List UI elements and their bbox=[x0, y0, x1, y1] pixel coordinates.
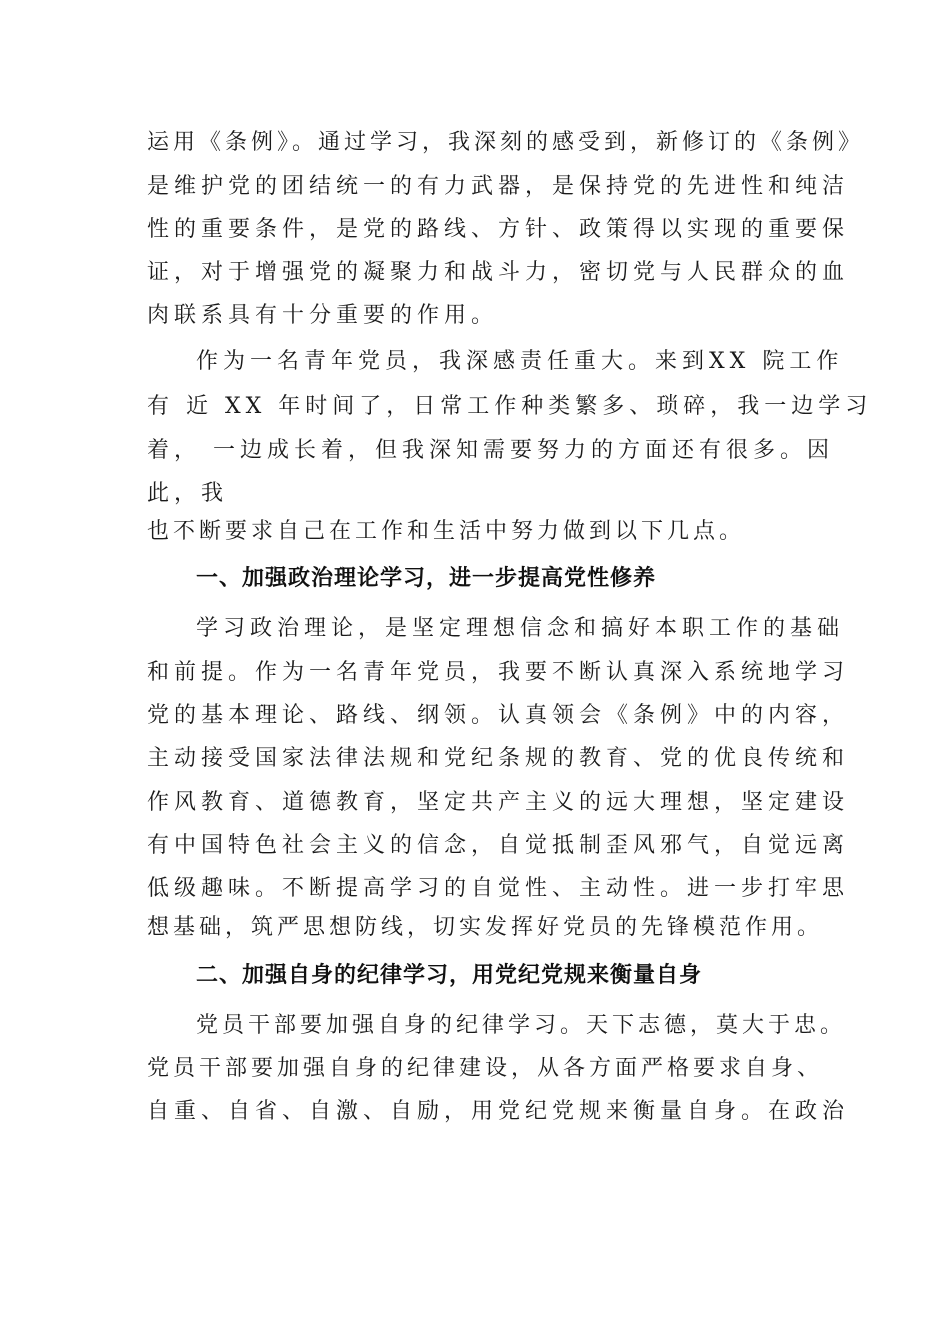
paragraph-1-line-2: 是维护党的团结统一的有力武器，是保持党的先进性和纯洁 bbox=[147, 174, 850, 199]
section-1-line-1: 学习政治理论，是坚定理想信念和搞好本职工作的基础 bbox=[196, 616, 845, 641]
paragraph-1-line-1: 运用《条例》。通过学习，我深刻的感受到，新修订的《条例》 bbox=[147, 130, 865, 155]
paragraph-2-line-2: 有 近 XX 年时间了，日常工作种类繁多、琐碎，我一边学习 bbox=[147, 394, 873, 419]
section-1-line-5: 作风教育、道德教育，坚定共产主义的远大理想，坚定建设 bbox=[147, 790, 850, 815]
section-2-line-3: 自重、自省、自激、自励，用党纪党规来衡量自身。在政治 bbox=[147, 1099, 850, 1124]
section-1-line-8: 想基础，筑严思想防线，切实发挥好党员的先锋模范作用。 bbox=[147, 915, 824, 940]
paragraph-2-line-4: 此，我 bbox=[147, 481, 229, 506]
paragraph-2-line-5: 也不断要求自己在工作和生活中努力做到以下几点。 bbox=[147, 519, 746, 544]
section-2-heading: 二、加强自身的纪律学习，用党纪党规来衡量自身 bbox=[196, 963, 703, 988]
paragraph-1-line-4: 证，对于增强党的凝聚力和战斗力，密切党与人民群众的血 bbox=[147, 260, 850, 285]
paragraph-1-line-3: 性的重要条件，是党的路线、方针、政策得以实现的重要保 bbox=[147, 217, 850, 242]
section-1-line-6: 有中国特色社会主义的信念，自觉抵制歪风邪气，自觉远离 bbox=[147, 833, 850, 858]
paragraph-2-line-1: 作为一名青年党员，我深感责任重大。来到XX 院工作 bbox=[196, 349, 844, 374]
section-1-line-3: 党的基本理论、路线、纲领。认真领会《条例》中的内容， bbox=[147, 703, 850, 728]
section-1-line-4: 主动接受国家法律法规和党纪条规的教育、党的优良传统和 bbox=[147, 746, 850, 771]
paragraph-1-line-5: 肉联系具有十分重要的作用。 bbox=[147, 303, 499, 328]
section-1-heading: 一、加强政治理论学习，进一步提高党性修养 bbox=[196, 566, 657, 591]
section-2-line-1: 党员干部要加强自身的纪律学习。天下志德，莫大于忠。 bbox=[196, 1013, 847, 1038]
section-1-line-2: 和前提。作为一名青年党员，我要不断认真深入系统地学习 bbox=[147, 660, 850, 685]
section-1-line-7: 低级趣味。不断提高学习的自觉性、主动性。进一步打牢思 bbox=[147, 876, 850, 901]
paragraph-2-line-3: 着， 一边成长着，但我深知需要努力的方面还有很多。因 bbox=[147, 438, 834, 463]
section-2-line-2: 党员干部要加强自身的纪律建设，从各方面严格要求自身、 bbox=[147, 1056, 824, 1081]
